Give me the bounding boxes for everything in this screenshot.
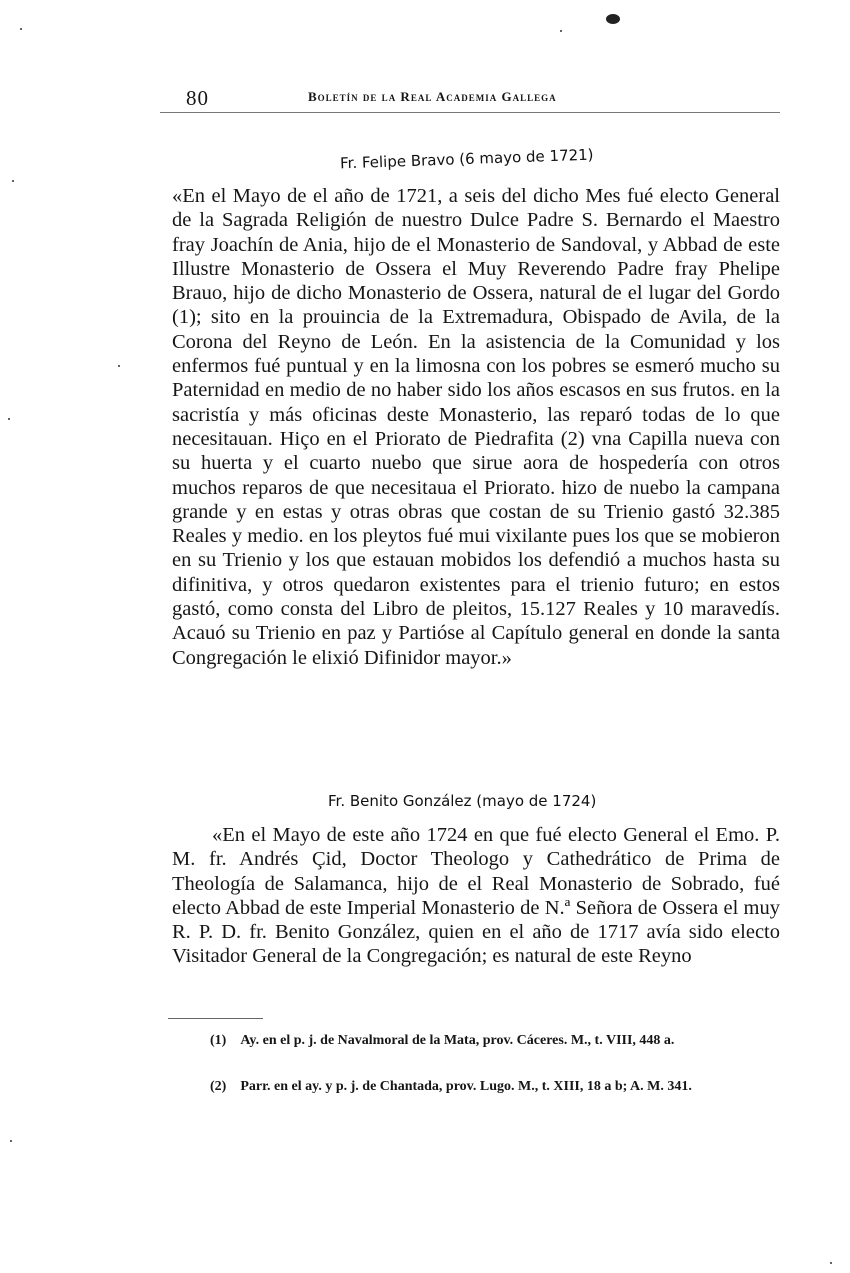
section-body-benito-gonzalez: «En el Mayo de este año 1724 en que fué electo General el Emo. P. M. fr. Andrés Çid, Doctor Theologo y Cathedrático de Prima de Theología de Salamanca, hijo de el Real Monasterio de Sobrado, fué electo Abbad de este Imperial Monasterio de N.ª Señora de Ossera el muy R. P. D. fr. Benito González, quien en el año de 1717 avía sido electo Visitador General de la Congregación; es natural de este Reyno: [172, 824, 780, 968]
section-heading-benito-gonzalez: Fr. Benito González (mayo de 1724): [328, 792, 597, 810]
footnote-2-mark: (2): [210, 1079, 227, 1094]
scan-speck: [20, 28, 22, 30]
scan-speck: [8, 418, 10, 420]
footnote-rule: [168, 1018, 263, 1019]
footnote-2-text: Parr. en el ay. y p. j. de Chantada, prov. Lugo. M., t. XIII, 18 a b; A. M. 341.: [240, 1079, 692, 1094]
footnote-1-text: Ay. en el p. j. de Navalmoral de la Mata, prov. Cáceres. M., t. VIII, 448 a.: [240, 1033, 675, 1048]
scan-speck: [10, 1140, 12, 1142]
section-heading-felipe-bravo: Fr. Felipe Bravo (6 mayo de 1721): [339, 145, 594, 173]
footnote-2: [172, 1078, 780, 1096]
journal-title: Boletín de la Real Academia Gallega: [308, 89, 557, 104]
page-number: 80: [186, 86, 209, 110]
scan-speck: [118, 365, 120, 367]
header-rule: [160, 112, 780, 113]
scan-speck: [560, 30, 562, 32]
footnote-1: [172, 1032, 780, 1050]
section-body-felipe-bravo: «En el Mayo de el año de 1721, a seis del dicho Mes fué electo General de la Sagrada Religión de nuestro Dulce Padre S. Bernardo el Maestro fray Joachín de Ania, hijo de el Monasterio de Sandoval, y Abbad de este Illustre Monasterio de Ossera el Muy Reverendo Padre fray Phelipe Brauo, hijo de dicho Monasterio de Ossera, natural de el lugar del Gordo (1); sito en la prouincia de la Extremadura, Obispado de Avila, de la Corona del Reyno de León. En la asistencia de la Comunidad y los enfermos fué puntual y en la limosna con los pobres se esmeró mucho su Paternidad en medio de no haber sido los años escasos en sus frutos. en la sacristía y más oficinas deste Monasterio, las reparó todas de lo que necesitauan. Hiço en el Priorato de Piedrafita (2) vna Capilla nueva con su huerta y el cuarto nuebo que sirue aora de hospedería con otros muchos reparos de que necesitaua el Priorato. hizo de nuebo la campana grande y en estas y otras obras que costan de su Trienio gastó 32.385 Reales y medio. en los pleytos fué mui vixilante pues los que se mobieron en su Trienio y los que estauan mobidos los defendió a muchos hasta su difinitiva, y otros quedaron existentes para el trienio futuro; en estos gastó, como consta del Libro de pleitos, 15.127 Reales y 10 maravedís. Acauó su Trienio en paz y Partióse al Capítulo general en donde la santa Congregación le elixió Difinidor mayor.»: [172, 185, 780, 669]
scan-smudge: [606, 14, 620, 24]
scan-speck: [830, 1262, 832, 1264]
footnote-1-mark: (1): [210, 1033, 227, 1048]
scan-speck: [12, 180, 14, 182]
